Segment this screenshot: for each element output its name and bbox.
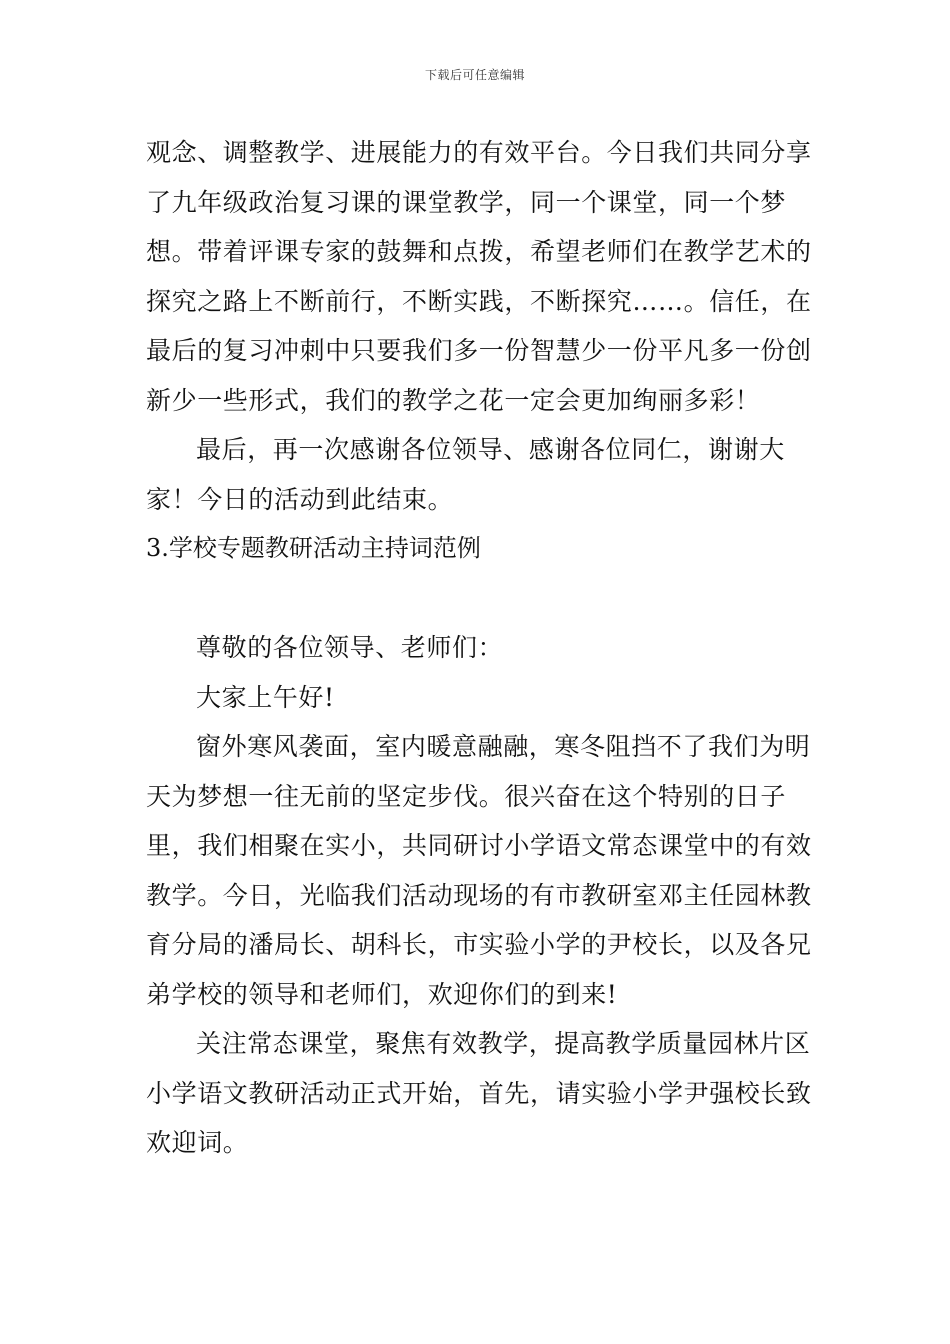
paragraph-closing-remarks: 观念、调整教学、进展能力的有效平台。今日我们共同分享了九年级政治复习课的课堂教学，同一个课堂，同一个梦想。带着评课专家的鼓舞和点拨，希望老师们在教学艺术的探究之路上不断前行，不断实践，不断探究……。信任，在最后的复习冲刺中只要我们多一份智慧少一份平凡多一份创新少一些形式，我们的教学之花一定会更加绚丽多彩！	[146, 138, 812, 415]
paragraph-opening: 关注常态课堂，聚焦有效教学，提高教学质量园林片区小学语文教研活动正式开始，首先，请实验小学尹强校长致欢迎词。	[146, 1029, 812, 1157]
blank-line	[146, 574, 816, 624]
page-header: 下载后可任意编辑	[424, 68, 525, 82]
section-heading: 3.学校专题教研活动主持词范例	[146, 534, 481, 562]
greeting: 大家上午好!	[196, 682, 335, 712]
document-body	[146, 128, 816, 1168]
paragraph-thanks: 最后，再一次感谢各位领导、感谢各位同仁，谢谢大家！今日的活动到此结束。	[146, 435, 785, 514]
paragraph-welcome: 窗外寒风袭面，室内暖意融融，寒冬阻挡不了我们为明天为梦想一往无前的坚定步伐。很兴奋在这个特别的日子里，我们相聚在实小，共同研讨小学语文常态课堂中的有效教学。今日，光临我们活动现场的有市教研室邓主任园林教育分局的潘局长、胡科长，市实验小学的尹校长，以及各兄弟学校的领导和老师们，欢迎你们的到来!	[146, 732, 812, 1009]
salutation: 尊敬的各位领导、老师们：	[196, 633, 504, 662]
